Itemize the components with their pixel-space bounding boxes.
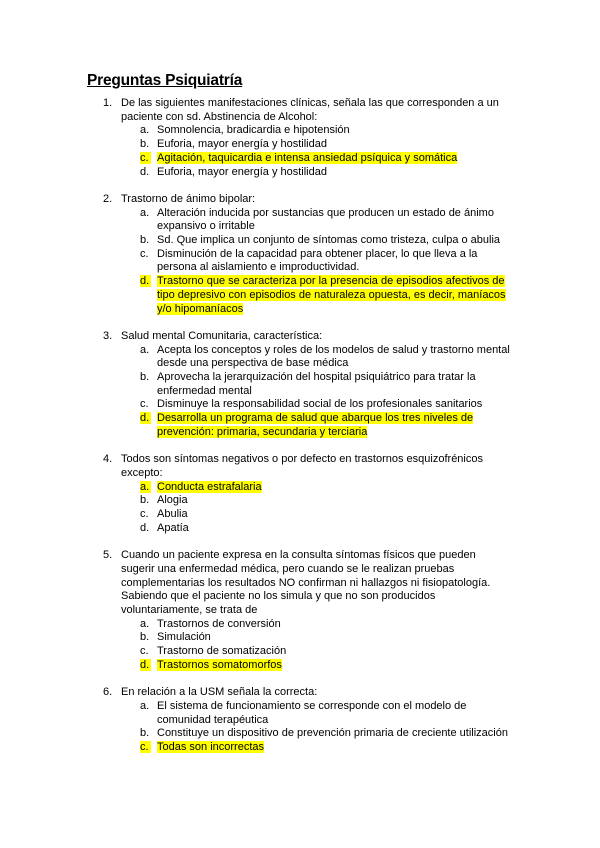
option-text-line: Abulia xyxy=(157,508,188,521)
question-text-line: complementarias los resultados NO confirman ni hallazgos ni fisiopatología. xyxy=(121,576,491,589)
question-text-line: excepto: xyxy=(121,466,163,479)
option-letter-label: b. xyxy=(140,631,150,644)
option-text xyxy=(157,124,517,138)
option-text-line: Trastornos somatomorfos xyxy=(157,658,282,671)
option-text-line: Aprovecha la jerarquización del hospital psiquiátrico para tratar la xyxy=(157,371,476,384)
option-text-line: Trastorno de somatización xyxy=(157,645,287,658)
option-letter xyxy=(140,124,151,138)
option-letter xyxy=(140,152,151,166)
option-text xyxy=(157,234,517,248)
option-text xyxy=(157,618,517,632)
option-text xyxy=(157,631,517,645)
option-text-line: enfermedad mental xyxy=(157,384,252,397)
question-text-line: Todos son síntomas negativos o por defecto en trastornos esquizofrénicos xyxy=(121,453,483,466)
option-letter xyxy=(140,659,151,673)
option-text-line: El sistema de funcionamiento se corresponde con el modelo de xyxy=(157,699,467,712)
option-letter-label: b. xyxy=(140,727,150,740)
question-text-line: voluntariamente, se trata de xyxy=(121,603,258,616)
option-letter xyxy=(140,248,151,262)
question-text-line: Trastorno de ánimo bipolar: xyxy=(121,192,256,205)
option-text xyxy=(157,659,517,673)
question-text-line: En relación a la USM señala la correcta: xyxy=(121,686,318,699)
option-letter-label: a. xyxy=(140,206,150,219)
option-text-line: Alteración inducida por sustancias que producen un estado de ánimo xyxy=(157,206,494,219)
option-letter xyxy=(140,207,151,221)
option-letter xyxy=(140,741,151,755)
option-text-line: Sd. Que implica un conjunto de síntomas como tristeza, culpa o abulia xyxy=(157,234,501,247)
option-text xyxy=(157,481,517,495)
question-number: 5. xyxy=(103,549,113,562)
option-letter-label: c. xyxy=(140,740,149,753)
option-letter-label: c. xyxy=(140,247,149,260)
option-text-line: Agitación, taquicardia e intensa ansiedad psíquica y somática xyxy=(157,151,458,164)
option-text-line: Apatía xyxy=(157,521,189,534)
option-text xyxy=(157,138,517,152)
option-text xyxy=(157,398,517,412)
option-letter xyxy=(140,166,151,180)
question-number: 3. xyxy=(103,329,113,342)
option-text-line: y/o hipomaníacos xyxy=(157,302,244,315)
option-text-line: Simulación xyxy=(157,631,211,644)
option-text-line: Trastornos de conversión xyxy=(157,617,281,630)
question-list xyxy=(0,97,600,768)
question-6 xyxy=(0,686,600,755)
question-text-line: sugerir una enfermedad médica, pero cuando se le realizan pruebas xyxy=(121,562,455,575)
option-text-line: desde una perspectiva de base médica xyxy=(157,357,349,370)
option-text-line: expansivo o irritable xyxy=(157,220,255,233)
option-letter-label: b. xyxy=(140,371,150,384)
option-text-line: Constituye un dispositivo de prevención primaria de creciente utilización xyxy=(157,727,508,740)
option-letter-label: d. xyxy=(140,165,150,178)
option xyxy=(0,700,600,727)
option-text xyxy=(157,275,517,316)
question-text xyxy=(121,193,513,207)
option-text-line: Somnolencia, bradicardia e hipotensión xyxy=(157,124,350,137)
option xyxy=(0,631,600,645)
option-letter-label: c. xyxy=(140,645,149,658)
option-letter-label: c. xyxy=(140,151,149,164)
question-number: 6. xyxy=(103,686,113,699)
option-letter-label: d. xyxy=(140,521,150,534)
option-list xyxy=(0,700,600,755)
question-text-line: Salud mental Comunitaria, característica: xyxy=(121,329,323,342)
question-text xyxy=(121,453,513,480)
question-3 xyxy=(0,330,600,440)
question-number: 4. xyxy=(103,453,113,466)
question-number: 2. xyxy=(103,192,113,205)
option-letter xyxy=(140,522,151,536)
option-correct-highlighted xyxy=(0,741,600,755)
option-text xyxy=(157,508,517,522)
option-letter xyxy=(140,234,151,248)
option-text xyxy=(157,207,517,234)
option-text-line: Euforia, mayor energía y hostilidad xyxy=(157,138,327,151)
question-text xyxy=(121,549,513,618)
option-correct-highlighted xyxy=(0,152,600,166)
question-text-line: Sabiendo que el paciente no los simula y que no son producidos xyxy=(121,590,436,603)
option-letter xyxy=(140,618,151,632)
question-2 xyxy=(0,193,600,316)
option-text xyxy=(157,166,517,180)
option-letter-label: a. xyxy=(140,480,150,493)
page-title: Preguntas Psiquiatría xyxy=(87,72,243,89)
option-text-line: Alogia xyxy=(157,494,188,507)
option xyxy=(0,522,600,536)
option-letter-label: b. xyxy=(140,234,150,247)
option xyxy=(0,166,600,180)
option-text-line: persona al aislamiento e improductividad. xyxy=(157,261,360,274)
option-text-line: Acepta los conceptos y roles de los modelos de salud y trastorno mental xyxy=(157,343,510,356)
option-letter xyxy=(140,631,151,645)
question-text-line: paciente con sd. Abstinencia de Alcohol: xyxy=(121,110,318,123)
option-letter xyxy=(140,481,151,495)
option xyxy=(0,494,600,508)
option-letter xyxy=(140,344,151,358)
option-letter xyxy=(140,398,151,412)
option-text xyxy=(157,248,517,275)
option-text xyxy=(157,727,517,741)
option-list xyxy=(0,207,600,317)
option-letter-label: d. xyxy=(140,412,150,425)
option xyxy=(0,645,600,659)
option-letter-label: a. xyxy=(140,617,150,630)
question-text xyxy=(121,686,513,700)
option-letter xyxy=(140,645,151,659)
option xyxy=(0,248,600,275)
option-text xyxy=(157,344,517,371)
option-text xyxy=(157,412,517,439)
option xyxy=(0,618,600,632)
question-number: 1. xyxy=(103,97,113,109)
option-letter-label: b. xyxy=(140,138,150,151)
option xyxy=(0,124,600,138)
option-letter-label: c. xyxy=(140,508,149,521)
option-list xyxy=(0,481,600,536)
option-list xyxy=(0,124,600,179)
question-text xyxy=(121,97,513,124)
option-correct-highlighted xyxy=(0,481,600,495)
option-letter-label: d. xyxy=(140,658,150,671)
question-text-line: De las siguientes manifestaciones clínicas, señala las que corresponden a un xyxy=(121,97,499,109)
option-letter xyxy=(140,275,151,289)
option-text-line: Conducta estrafalaria xyxy=(157,480,262,493)
question-text-line: Cuando un paciente expresa en la consulta síntomas físicos que pueden xyxy=(121,549,476,562)
option xyxy=(0,207,600,234)
question-1 xyxy=(0,97,600,179)
option xyxy=(0,138,600,152)
option-text-line: Desarrolla un programa de salud que abarque los tres niveles de xyxy=(157,412,474,425)
option-list xyxy=(0,344,600,440)
option-text-line: Disminución de la capacidad para obtener placer, lo que lleva a la xyxy=(157,247,478,260)
option-text-line: prevención: primaria, secundaria y terciaria xyxy=(157,425,368,438)
option-letter xyxy=(140,494,151,508)
option-text-line: Euforia, mayor energía y hostilidad xyxy=(157,165,327,178)
option-letter-label: a. xyxy=(140,343,150,356)
option xyxy=(0,234,600,248)
option-text xyxy=(157,741,517,755)
option-correct-highlighted xyxy=(0,412,600,439)
option-text xyxy=(157,371,517,398)
option-list xyxy=(0,618,600,673)
option-text-line: comunidad terapéutica xyxy=(157,713,269,726)
option xyxy=(0,398,600,412)
option-letter xyxy=(140,371,151,385)
option-correct-highlighted xyxy=(0,659,600,673)
option-text-line: Trastorno que se caracteriza por la presencia de episodios afectivos de xyxy=(157,275,505,288)
option-letter-label: b. xyxy=(140,494,150,507)
question-text xyxy=(121,330,513,344)
option-text xyxy=(157,700,517,727)
option-letter-label: a. xyxy=(140,699,150,712)
option-text xyxy=(157,522,517,536)
option-text xyxy=(157,645,517,659)
option-text xyxy=(157,152,517,166)
option xyxy=(0,344,600,371)
option-letter-label: d. xyxy=(140,275,150,288)
option-letter xyxy=(140,138,151,152)
option-text-line: Disminuye la responsabilidad social de los profesionales sanitarios xyxy=(157,398,483,411)
option xyxy=(0,371,600,398)
option-correct-highlighted xyxy=(0,275,600,316)
option-text xyxy=(157,494,517,508)
option xyxy=(0,727,600,741)
question-5 xyxy=(0,549,600,672)
option-text-line: tipo depresivo con episodios de naturaleza opuesta, es decir, maníacos xyxy=(157,288,506,301)
option xyxy=(0,508,600,522)
question-4 xyxy=(0,453,600,535)
option-letter xyxy=(140,412,151,426)
option-text-line: Todas son incorrectas xyxy=(157,740,264,753)
option-letter-label: c. xyxy=(140,398,149,411)
option-letter xyxy=(140,508,151,522)
option-letter-label: a. xyxy=(140,124,150,137)
option-letter xyxy=(140,727,151,741)
option-letter xyxy=(140,700,151,714)
